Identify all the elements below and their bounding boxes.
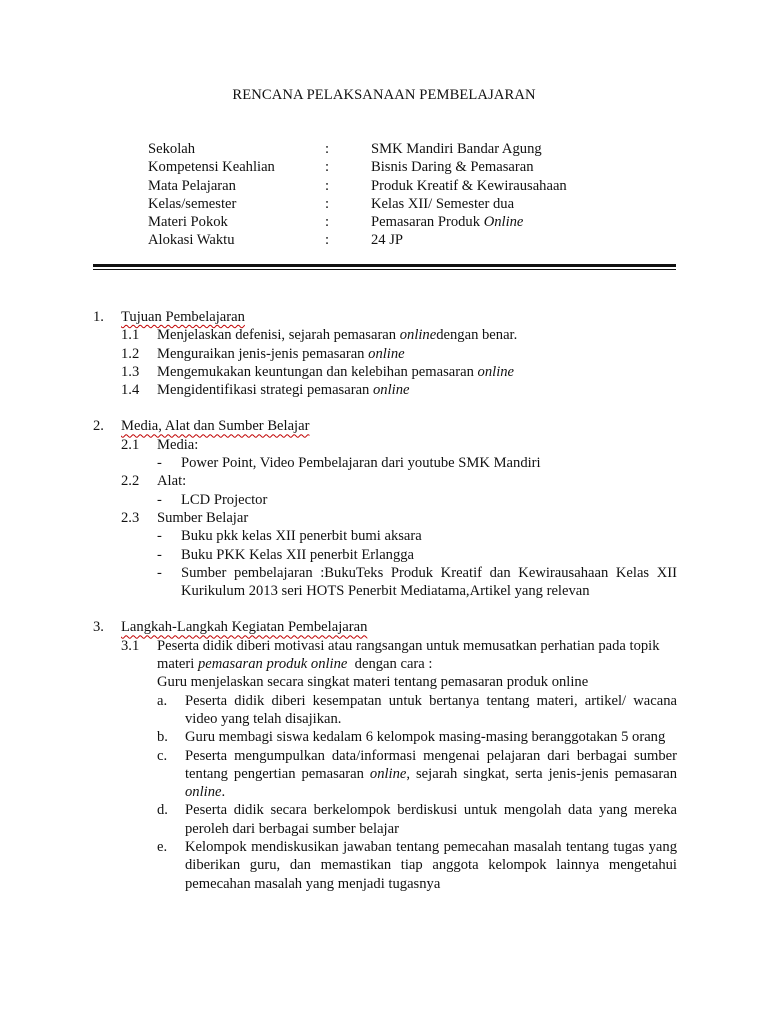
item-number: 1.2 bbox=[121, 345, 140, 362]
italic-text: online bbox=[185, 784, 222, 801]
step-text: Kelompok mendiskusikan jawaban tentang pemecahan masalah tentang tugas yang diberikan guru, dan memastikan tiap anggota kelompok lainnya mengetahui pemecahan masalah yang menjadi tugasnya bbox=[185, 839, 677, 892]
italic-text: online bbox=[399, 327, 437, 344]
text: Peserta mengumpulkan data/informasi mengenai pelajaran dari berbagai sumber tentang pengertian pemasaran bbox=[185, 747, 677, 782]
dash-bullet: - bbox=[157, 455, 162, 472]
content-body bbox=[93, 308, 677, 893]
dash-bullet: - bbox=[157, 528, 162, 545]
section-number: 1. bbox=[93, 309, 104, 325]
step-text: Peserta didik secara berkelompok berdiskusi untuk mengolah data yang mereka peroleh dari berbagai sumber belajar bbox=[185, 802, 677, 837]
text: , sejarah singkat, serta jenis-jenis pemasaran bbox=[406, 765, 677, 782]
dash-text: LCD Projector bbox=[181, 491, 268, 508]
section-title: Langkah-Langkah Kegiatan Pembelajaran bbox=[121, 619, 368, 636]
step-letter: a. bbox=[157, 692, 168, 709]
item-number: 2.3 bbox=[121, 509, 140, 526]
spacer bbox=[93, 600, 677, 618]
info-label: Alokasi Waktu bbox=[148, 232, 235, 249]
step-letter: b. bbox=[157, 729, 168, 746]
section-heading bbox=[93, 417, 677, 435]
list-item bbox=[93, 345, 677, 363]
info-row-kompetensi bbox=[148, 158, 567, 176]
dash-text: Buku PKK Kelas XII penerbit Erlangga bbox=[181, 546, 415, 563]
italic-text: online bbox=[368, 345, 405, 362]
item-text bbox=[157, 326, 677, 344]
list-item bbox=[93, 363, 677, 381]
step-item bbox=[93, 801, 677, 838]
section-heading bbox=[93, 308, 677, 326]
info-value: 24 JP bbox=[371, 232, 404, 249]
item-text: Sumber Belajar bbox=[157, 509, 249, 526]
spacer bbox=[93, 399, 677, 417]
info-value: SMK Mandiri Bandar Agung bbox=[371, 141, 542, 157]
text: . bbox=[221, 784, 226, 801]
step-text bbox=[185, 747, 677, 802]
step-item bbox=[93, 692, 677, 729]
section-title: Tujuan Pembelajaran bbox=[121, 309, 245, 325]
italic-text: online bbox=[373, 382, 410, 399]
step-letter: c. bbox=[157, 747, 168, 764]
section-number: 2. bbox=[93, 418, 104, 435]
list-item bbox=[93, 472, 677, 490]
list-item bbox=[93, 326, 677, 344]
dash-text: Sumber pembelajaran :BukuTeks Produk Kreatif dan Kewirausahaan Kelas XII Kurikulum 2013 seri HOTS Penerbit Mediatama,Artikel yang relevan bbox=[181, 564, 677, 600]
step-item bbox=[93, 838, 677, 893]
info-row-kelas bbox=[148, 195, 567, 213]
text: Peserta didik diberi motivasi atau rangsangan untuk memusatkan perhatian pada topik materi bbox=[157, 637, 660, 673]
info-colon: : bbox=[325, 141, 330, 157]
text: dengan cara : bbox=[347, 656, 433, 673]
dash-item bbox=[93, 546, 677, 564]
item-number: 3.1 bbox=[121, 637, 140, 654]
dash-item bbox=[93, 454, 677, 472]
step-letter: d. bbox=[157, 802, 168, 819]
divider-thin bbox=[93, 269, 676, 270]
text: Menjelaskan defenisi, sejarah pemasaran bbox=[157, 327, 400, 344]
page-title: RENCANA PELAKSANAAN PEMBELAJARAN bbox=[232, 87, 536, 103]
item-number: 1.4 bbox=[121, 382, 140, 399]
step-item bbox=[93, 747, 677, 802]
section-tujuan bbox=[93, 308, 677, 399]
list-item bbox=[93, 637, 677, 674]
dash-text: Power Point, Video Pembelajaran dari youtube SMK Mandiri bbox=[181, 455, 541, 472]
info-colon: : bbox=[325, 177, 330, 194]
step-text: Peserta didik diberi kesempatan untuk bertanya tentang materi, artikel/ wacana video yang telah disajikan. bbox=[185, 692, 677, 727]
italic-text: pemasaran produk online bbox=[197, 656, 348, 673]
dash-item bbox=[93, 527, 677, 545]
info-value bbox=[371, 213, 523, 231]
dash-item bbox=[93, 491, 677, 509]
info-value-text: Pemasaran Produk bbox=[371, 214, 484, 231]
italic-text: online bbox=[369, 765, 407, 782]
info-label: Kompetensi Keahlian bbox=[148, 159, 275, 176]
section-title: Media, Alat dan Sumber Belajar bbox=[121, 418, 310, 435]
info-label: Materi Pokok bbox=[148, 214, 228, 231]
info-row-sekolah bbox=[148, 140, 567, 158]
item-number: 1.1 bbox=[121, 327, 140, 344]
dash-bullet: - bbox=[157, 491, 162, 508]
italic-text: online bbox=[477, 363, 515, 380]
item-text: Alat: bbox=[157, 473, 187, 490]
info-colon: : bbox=[325, 214, 330, 231]
dash-bullet: - bbox=[157, 564, 162, 581]
item-text: Media: bbox=[157, 436, 199, 453]
item-text bbox=[157, 637, 677, 674]
info-value: Kelas XII/ Semester dua bbox=[371, 195, 515, 212]
info-row-mapel bbox=[148, 177, 567, 195]
dash-item bbox=[93, 564, 677, 601]
text: dengan benar. bbox=[436, 327, 518, 344]
identity-table bbox=[148, 140, 567, 250]
list-item bbox=[93, 509, 677, 527]
section-langkah bbox=[93, 618, 677, 892]
step-text: Guru membagi siswa kedalam 6 kelompok masing-masing beranggotakan 5 orang bbox=[185, 729, 666, 746]
info-label: Kelas/semester bbox=[148, 195, 237, 212]
item-text bbox=[157, 363, 677, 381]
item-text bbox=[157, 381, 677, 399]
info-colon: : bbox=[325, 195, 330, 212]
dash-text: Buku pkk kelas XII penerbit bumi aksara bbox=[181, 528, 422, 545]
info-label: Mata Pelajaran bbox=[148, 177, 236, 194]
item-number: 2.1 bbox=[121, 436, 140, 453]
divider-thick bbox=[93, 264, 676, 267]
section-number: 3. bbox=[93, 619, 104, 636]
info-value: Produk Kreatif & Kewirausahaan bbox=[371, 177, 567, 194]
info-row-alokasi bbox=[148, 231, 567, 249]
info-label: Sekolah bbox=[148, 141, 196, 157]
info-colon: : bbox=[325, 232, 330, 249]
info-value-italic: Online bbox=[483, 214, 524, 231]
info-colon: : bbox=[325, 159, 330, 176]
item-number: 1.3 bbox=[121, 363, 140, 380]
text: Mengemukakan keuntungan dan kelebihan pemasaran bbox=[157, 363, 478, 380]
section-media bbox=[93, 417, 677, 600]
list-item bbox=[93, 381, 677, 399]
paragraph: Guru menjelaskan secara singkat materi tentang pemasaran produk online bbox=[157, 674, 589, 691]
dash-bullet: - bbox=[157, 546, 162, 563]
text: Mengidentifikasi strategi pemasaran bbox=[157, 382, 373, 399]
info-value: Bisnis Daring & Pemasaran bbox=[371, 159, 534, 176]
info-row-materi bbox=[148, 213, 567, 231]
text: Menguraikan jenis-jenis pemasaran bbox=[157, 345, 369, 362]
item-text bbox=[157, 345, 677, 363]
step-item bbox=[93, 728, 677, 746]
section-heading bbox=[93, 618, 677, 636]
step-letter: e. bbox=[157, 839, 168, 856]
item-number: 2.2 bbox=[121, 473, 140, 490]
list-item bbox=[93, 436, 677, 454]
